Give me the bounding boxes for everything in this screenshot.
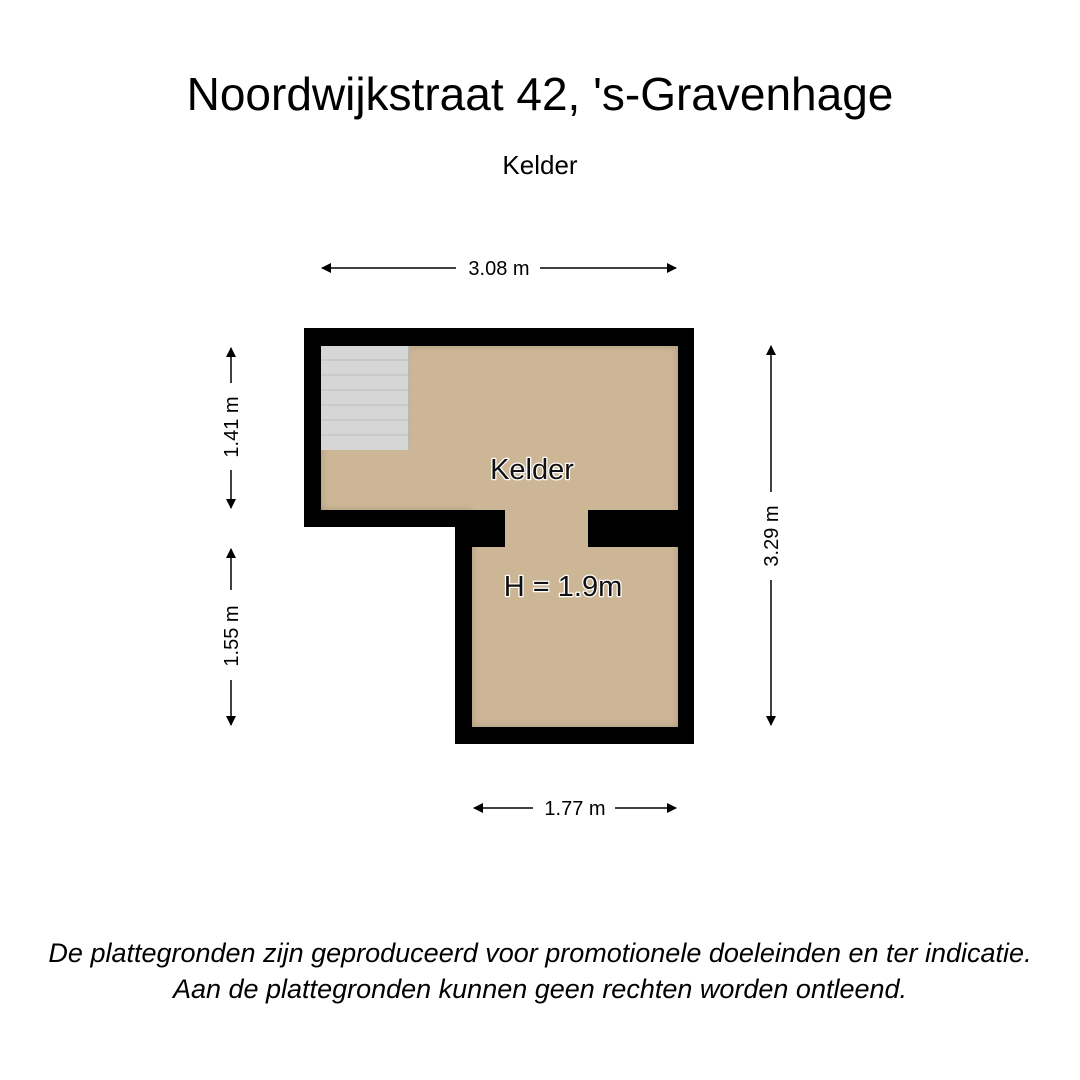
wall-stub-right — [588, 510, 678, 547]
dimension-left-lower-height — [221, 549, 243, 725]
disclaimer-line-1: De plattegronden zijn geproduceerd voor promotionele doeleinden en ter indicatie. — [48, 938, 1032, 968]
svg-text:1.41 m: 1.41 m — [221, 396, 243, 458]
svg-text:3.08 m: 3.08 m — [468, 258, 530, 280]
room-label: Kelder — [490, 454, 574, 486]
floor-name: Kelder — [502, 150, 578, 180]
dimension-top-width — [322, 258, 676, 280]
page-title: Noordwijkstraat 42, 's-Gravenhage — [186, 68, 894, 120]
room-height-label: H = 1.9m — [503, 571, 623, 603]
dimension-left-upper-height — [221, 348, 243, 508]
dimension-right-height — [761, 346, 783, 725]
svg-text:1.55 m: 1.55 m — [221, 605, 243, 667]
svg-text:3.29 m: 3.29 m — [761, 505, 783, 567]
svg-text:1.77 m: 1.77 m — [544, 798, 606, 820]
dimension-bottom-width — [474, 798, 676, 820]
staircase — [321, 346, 409, 450]
disclaimer — [0, 935, 1080, 1007]
disclaimer-line-2: Aan de plattegronden kunnen geen rechten worden ontleend. — [172, 974, 908, 1004]
wall-stub-left — [455, 510, 505, 547]
